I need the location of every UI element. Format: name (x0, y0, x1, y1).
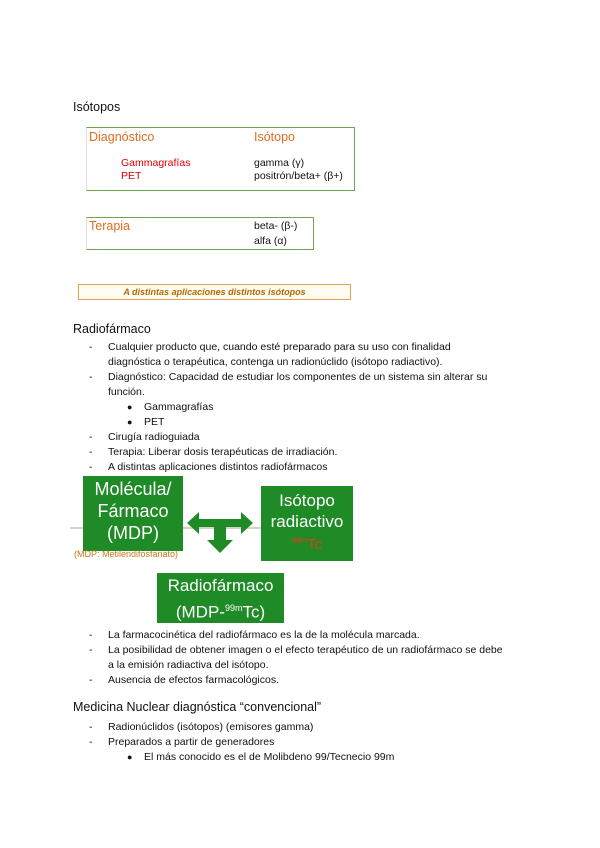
beta-label: beta- (β-) (254, 220, 298, 232)
isotope-line: radiactivo (270, 512, 344, 531)
molecule-line: Fármaco (97, 501, 169, 521)
pet-label: PET (121, 170, 142, 182)
sub-list-item: PET (144, 416, 165, 428)
list-dash: - (89, 431, 93, 443)
list-item: La posibilidad de obtener imagen o el efecto terapéutico de un radiofármaco se debe (108, 644, 503, 656)
list-item: Cualquier producto que, cuando esté preparado para su uso con finalidad (108, 341, 451, 353)
list-dash: - (89, 446, 93, 458)
therapy-header: Terapia (89, 219, 130, 233)
mdp-caption: (MDP: Metilendifosfanato) (74, 549, 179, 559)
gammagrafias-label: Gammagrafías (121, 157, 191, 169)
list-item: Cirugía radioguiada (108, 431, 200, 443)
list-dash: - (89, 721, 93, 733)
radiofarmaco-box (157, 573, 284, 623)
list-dash: - (89, 371, 93, 383)
alfa-label: alfa (α) (254, 235, 287, 247)
isotope-symbol (261, 532, 353, 554)
molecule-line: (MDP) (107, 523, 159, 543)
list-item: La farmacocinética del radiofármaco es la de la molécula marcada. (108, 629, 420, 641)
result-prefix: (MDP- (175, 602, 225, 622)
isotope-header: Isótopo (254, 130, 296, 144)
gamma-label: gamma (γ) (254, 157, 305, 169)
list-item: diagnóstica o terapéutica, contenga un radionúclido (isótopo radiactivo). (108, 356, 443, 368)
list-dash: - (89, 629, 93, 641)
isotope-line: Isótopo (279, 491, 335, 510)
list-item: Terapia: Liberar dosis terapéuticas de irradiación. (108, 446, 338, 458)
bullet-icon: ● (127, 752, 133, 762)
section-title-radiofarmaco: Radiofármaco (73, 322, 151, 336)
list-item: A distintas aplicaciones distintos radiofármacos (108, 461, 328, 473)
list-item: Preparados a partir de generadores (108, 736, 275, 748)
bullet-icon: ● (127, 417, 133, 427)
list-dash: - (89, 461, 93, 473)
result-formula (157, 597, 284, 624)
result-line: Radiofármaco (167, 576, 274, 595)
molecule-line: Molécula/ (94, 479, 172, 499)
sub-list-item: El más conocido es el de Molibdeno 99/Tecnecio 99m (144, 751, 395, 763)
isotope-box (261, 486, 353, 561)
result-sup: 99m (224, 603, 243, 613)
list-item: Ausencia de efectos farmacológicos. (108, 674, 280, 686)
list-dash: - (89, 341, 93, 353)
isotope-symbol-text: Tc (307, 536, 323, 553)
list-dash: - (89, 736, 93, 748)
list-item: a la emisión radiactiva del isótopo. (108, 659, 269, 671)
arrows-icon (187, 509, 253, 555)
list-item: Radionúclidos (isótopos) (emisores gamma) (108, 721, 314, 733)
diagnostic-header: Diagnóstico (89, 130, 155, 144)
list-item: función. (108, 386, 145, 398)
list-item: Diagnóstico: Capacidad de estudiar los componentes de un sistema sin alterar su (108, 371, 488, 383)
isotope-symbol-sup: 99m (291, 536, 308, 545)
molecule-box (83, 476, 183, 551)
list-dash: - (89, 674, 93, 686)
bullet-icon: ● (127, 402, 133, 412)
result-suffix: Tc) (242, 602, 266, 622)
positron-label: positrón/beta+ (β+) (254, 170, 343, 182)
sub-list-item: Gammagrafías (144, 401, 214, 413)
isotopes-banner: A distintas aplicaciones distintos isótopos (78, 284, 351, 300)
section-title-isotopos: Isótopos (73, 100, 121, 114)
section-title-medicina-nuclear: Medicina Nuclear diagnóstica “convencional” (73, 700, 322, 714)
list-dash: - (89, 644, 93, 656)
